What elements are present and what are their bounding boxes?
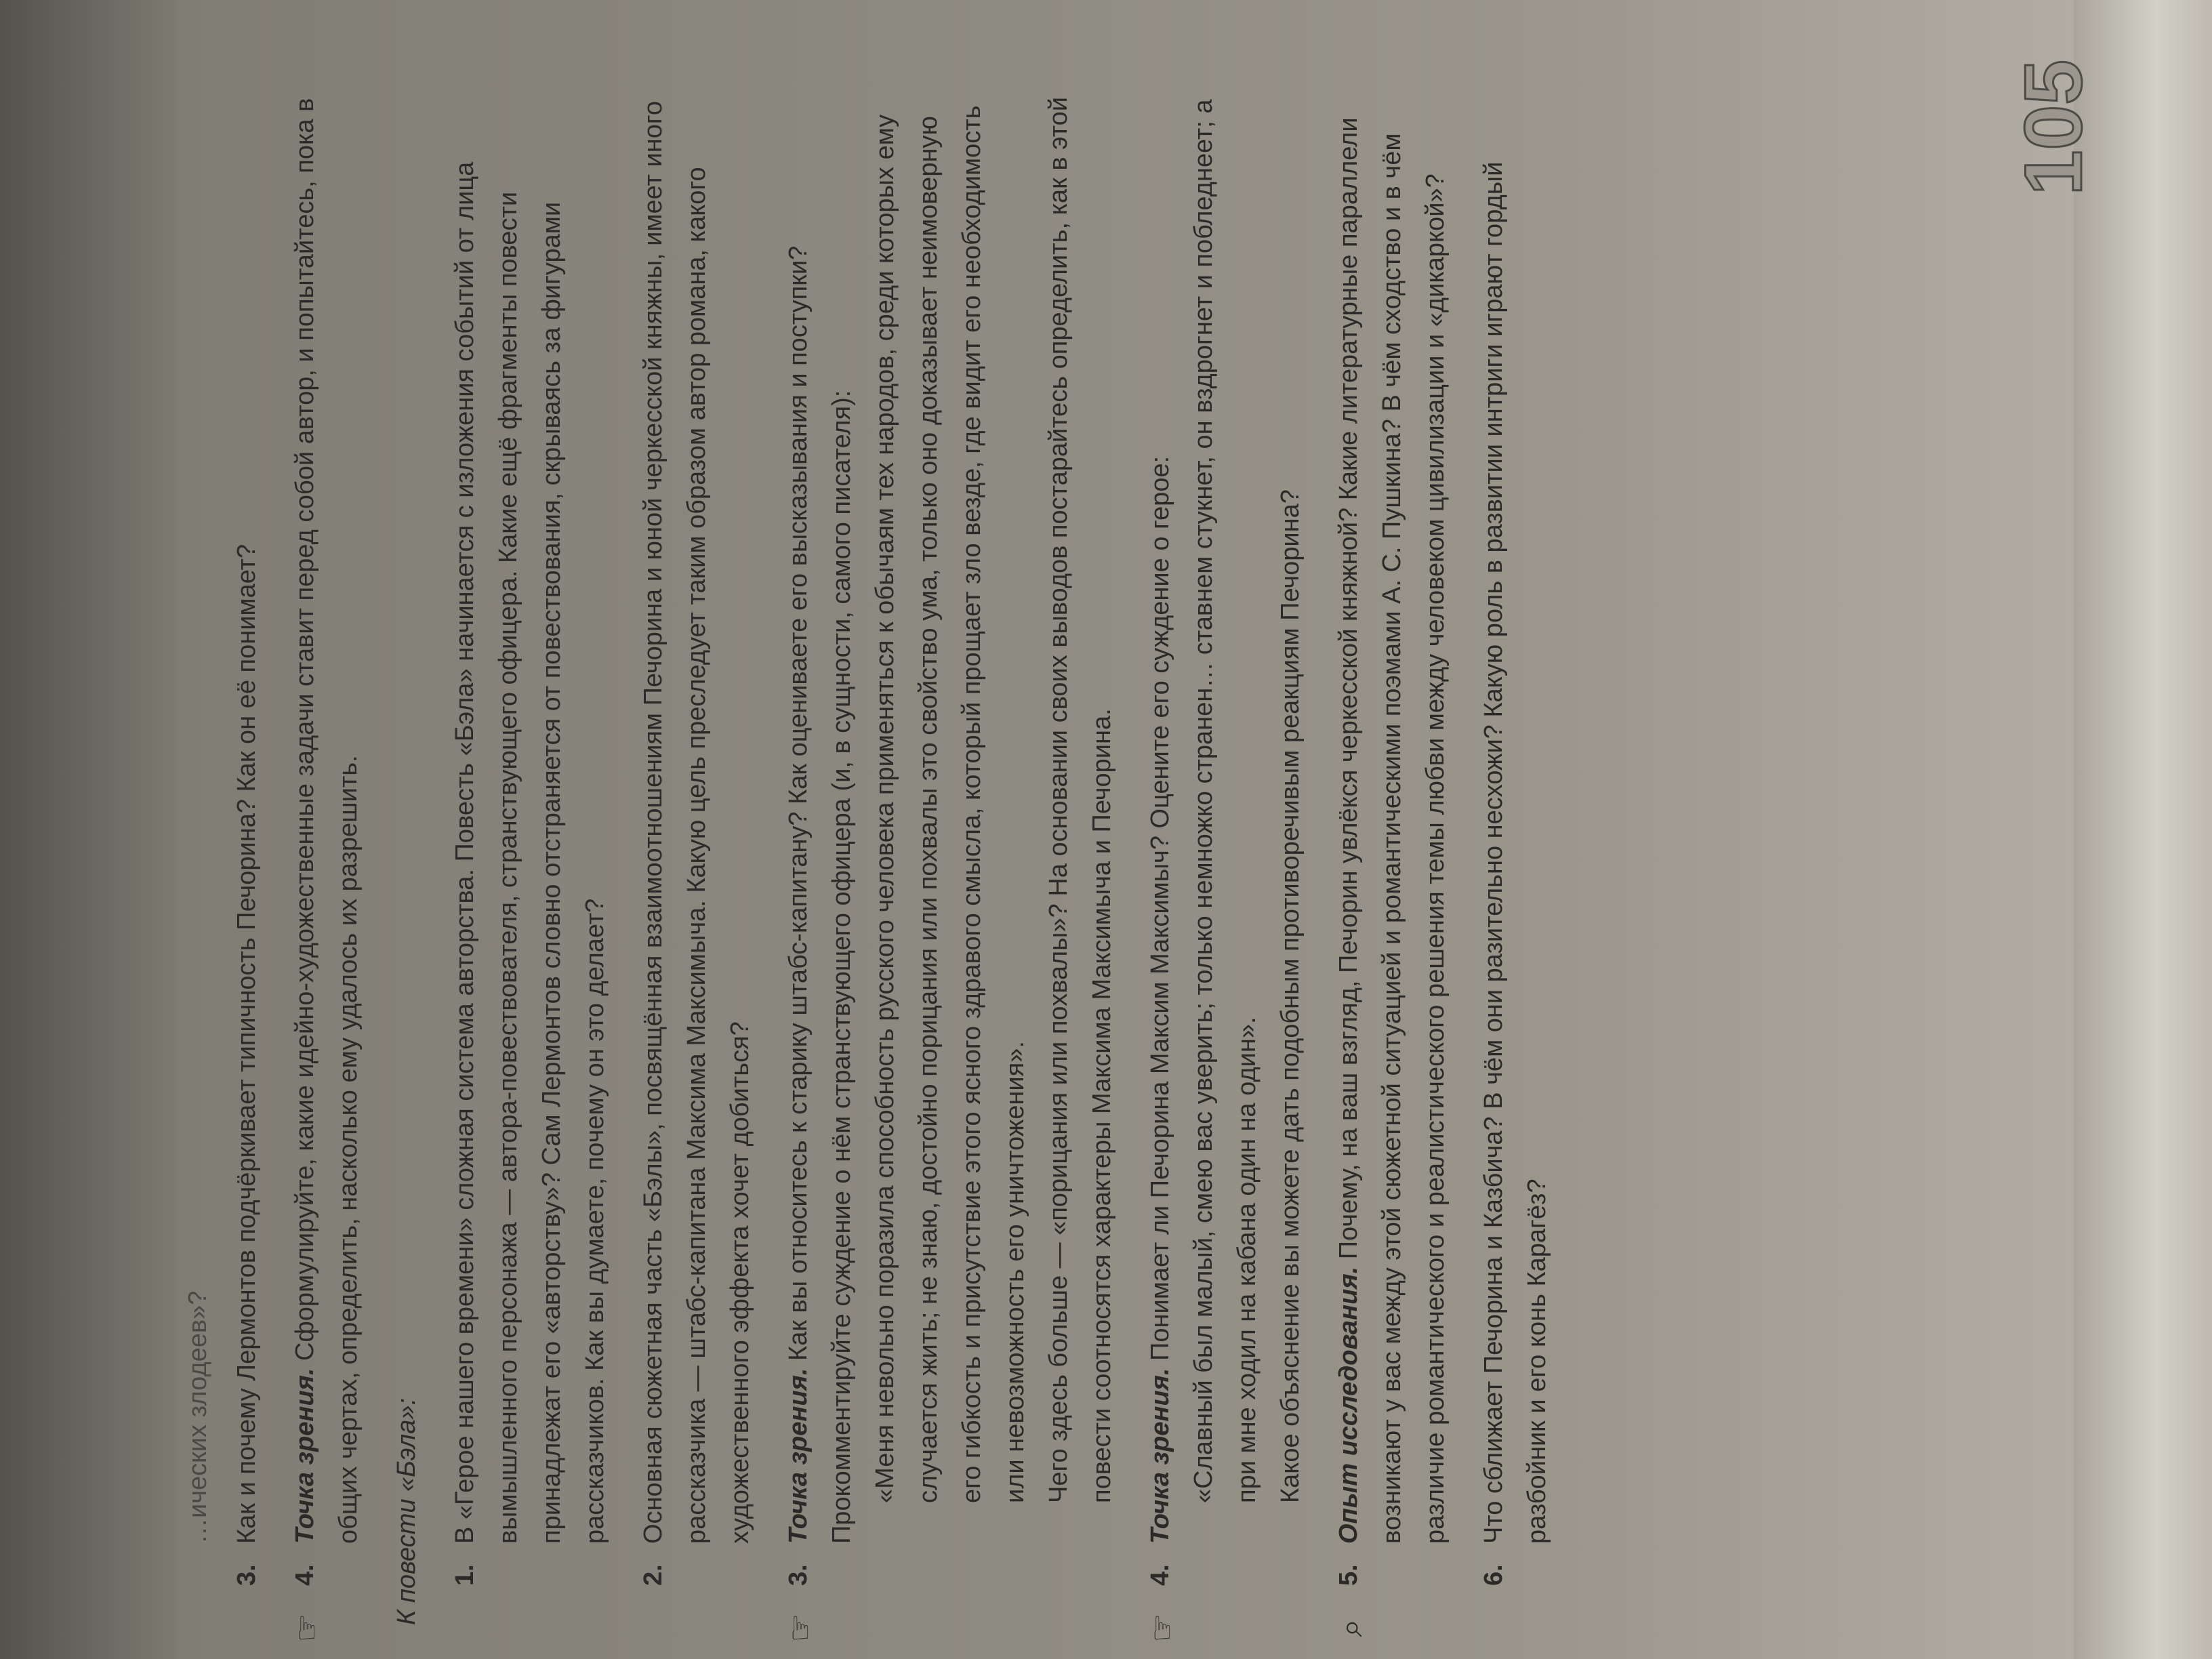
question-5 bbox=[1327, 81, 1457, 1637]
hand-pointing-icon: ☞ bbox=[1145, 1613, 1181, 1643]
point-of-view-label: Точка зрения. bbox=[784, 1368, 813, 1544]
follow-up-text: Чего здесь больше — «порицания или похвалы»? На основании своих выводов постарайтесь определить, как в этой повести соотносятся характеры Максима Максимыча и Печорина. bbox=[1044, 97, 1116, 1503]
point-of-view-label: Точка зрения. bbox=[291, 1368, 319, 1544]
section-heading: К повести «Бэла»: bbox=[392, 1397, 421, 1625]
hand-pointing-icon: ☞ bbox=[289, 1613, 325, 1643]
question-pre-3 bbox=[225, 81, 268, 1586]
question-number: 2. bbox=[639, 1564, 668, 1586]
question-3 bbox=[777, 81, 1124, 1643]
question-text: Что сближает Печорина и Казбича? В чём они разительно несхожи? Какую роль в развитии интриги играют гордый разбойник и его конь Карагёз? bbox=[1479, 161, 1551, 1544]
question-number: 6. bbox=[1479, 1564, 1508, 1586]
magnifier-icon: ⌕ bbox=[1333, 1618, 1369, 1637]
question-text: Понимает ли Печорина Максим Максимыч? Оцените его суждение о герое: bbox=[1146, 455, 1174, 1361]
question-number: 3. bbox=[784, 1564, 813, 1586]
question-text: Почему, на ваш взгляд, Печорин увлёкся черкесской княжной? Какие литературные параллели возникают у вас между этой сюжетной ситуацией и романтическими поэмами А. С. Пушкина? В чём сходство и в чём различие романтического и реалистического решения темы любви между человеком цивилизации и «дикаркой»? bbox=[1334, 117, 1450, 1544]
point-of-view-label: Точка зрения. bbox=[1146, 1368, 1174, 1544]
cut-off-line: …ических злодеев»? bbox=[184, 1290, 212, 1544]
question-1 bbox=[443, 81, 617, 1586]
quotation: «Меня невольно поразила способность русского человека применяться к обычаям тех народов, среди которых ему случается жить; не знаю, достойно порицания или похвалы это свойство ума, только оно доказывает неимоверную его гибкость и присутствие этого ясного здравого смысла, который прощает зло везде, где видит его необходимость или невозможность его уничтожения». bbox=[871, 105, 1029, 1503]
page-edge bbox=[2074, 0, 2212, 1659]
question-text: Как вы относитесь к старику штабс-капитану? Как оцениваете его высказывания и поступки? Прокомментируйте суждение о нём странствующего офицера (и, в сущности, самого писателя): bbox=[784, 245, 856, 1544]
page-number: 105 bbox=[2008, 60, 2099, 196]
question-text: Сформулируйте, какие идейно-художественные задачи ставит перед собой автор, и попытайтесь, пока в общих чертах, определить, насколько ему удалось их разрешить. bbox=[291, 98, 363, 1544]
question-4 bbox=[1139, 81, 1312, 1643]
question-2 bbox=[632, 81, 762, 1586]
question-text: В «Герое нашего времени» сложная система авторства. Повесть «Бэла» начинается с изложения событий от лица вымышленного персонажа — автора-повествователя, странствующего офицера. Какие ещё фрагменты повести принадлежат его «авторству»? Сам Лермонтов словно отстраняется от повествования, скрываясь за фигурами рассказчиков. Как вы думаете, почему он это делает? bbox=[451, 161, 609, 1544]
follow-up-text: Какое объяснение вы можете дать подобным противоречивым реакциям Печорина? bbox=[1276, 489, 1305, 1503]
textbook-page bbox=[149, 0, 2099, 1659]
question-number: 1. bbox=[451, 1564, 479, 1586]
hand-pointing-icon: ☞ bbox=[783, 1613, 819, 1643]
question-number: 4. bbox=[291, 1564, 319, 1586]
question-number: 3. bbox=[232, 1564, 261, 1586]
question-6 bbox=[1472, 81, 1559, 1586]
question-text: Основная сюжетная часть «Бэлы», посвящённая взаимоотношениям Печорина и юной черкесской княжны, имеет иного рассказчика — штабс-капитана Максима Максимыча. Какую цель преследует таким образом автор романа, какого художественного эффекта хочет добиться? bbox=[639, 100, 754, 1544]
quotation: «Славный был малый, смею вас уверить; только немножко странен… ставнем стукнет, он вздрогнет и побледнеет; а при мне ходил на кабана один на один». bbox=[1189, 99, 1261, 1503]
research-label: Опыт исследования. bbox=[1334, 1266, 1363, 1544]
question-text: Как и почему Лермонтов подчёркивает типичность Печорина? Как он её понимает? bbox=[232, 544, 261, 1544]
question-pre-4 bbox=[283, 81, 370, 1643]
question-number: 5. bbox=[1334, 1564, 1363, 1586]
question-number: 4. bbox=[1146, 1564, 1174, 1586]
